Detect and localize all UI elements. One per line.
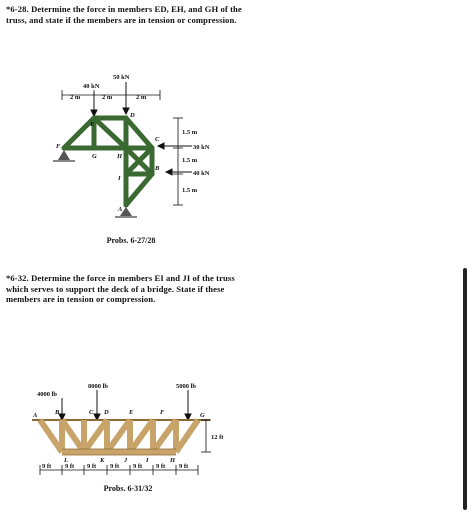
node-H: H	[170, 457, 176, 464]
figure-1-caption: Probs. 6-27/28	[106, 236, 156, 245]
dim-9ft-6: 9 ft	[156, 463, 166, 470]
dim-9ft-1: 9 ft	[42, 463, 52, 470]
node-G: G	[92, 153, 97, 160]
dim-9ft-7: 9 ft	[179, 463, 189, 470]
dim-9ft-2: 9 ft	[65, 463, 75, 470]
node-K: K	[100, 457, 105, 464]
node-L: L	[64, 457, 68, 464]
load-5000lb-label: 5000 lb	[176, 383, 197, 390]
node-C: C	[89, 409, 94, 416]
node-G: G	[200, 412, 205, 419]
node-I: I	[118, 175, 121, 182]
node-F: F	[56, 143, 61, 150]
node-D: D	[104, 409, 109, 416]
node-D: D	[130, 112, 135, 119]
load-40kn-right-label: 40 kN	[193, 170, 210, 177]
dim-1-5m-2: 1.5 m	[182, 157, 198, 164]
dim-9ft-labels	[42, 463, 189, 470]
load-8000lb-label: 8000 lb	[88, 383, 109, 390]
node-E: E	[129, 409, 134, 416]
node-J: J	[124, 457, 128, 464]
dim-2m-3: 2 m	[136, 94, 147, 101]
figure-2-caption: Probs. 6-31/32	[103, 484, 153, 493]
dim-1-5m-3: 1.5 m	[182, 187, 198, 194]
node-H: H	[117, 153, 123, 160]
dim-9ft-5: 9 ft	[133, 463, 143, 470]
load-40kn-top-label: 40 kN	[83, 83, 100, 90]
problem-text: Determine the force in members EI and JI of the truss which serves to support the deck of a bridge. State if these members are in tension or compression.	[6, 273, 235, 304]
dim-2m-2: 2 m	[102, 94, 113, 101]
dim-12ft-label: 12 ft	[211, 434, 224, 441]
load-50kn-label: 50 kN	[113, 74, 130, 81]
node-C: C	[155, 136, 160, 143]
dim-1-5m-1: 1.5 m	[182, 129, 198, 136]
dim-9ft-4: 9 ft	[110, 463, 120, 470]
node-B: B	[155, 165, 160, 172]
dim-9ft-3: 9 ft	[87, 463, 97, 470]
vertical-scrollbar[interactable]	[463, 268, 467, 510]
node-E: E	[90, 121, 95, 128]
node-I: I	[146, 457, 149, 464]
node-A: A	[118, 206, 123, 213]
node-F: F	[160, 409, 165, 416]
load-30kn-label: 30 kN	[193, 144, 210, 151]
dim-2m-1: 2 m	[70, 94, 81, 101]
node-A: A	[33, 412, 38, 419]
problem-number: *6-32.	[6, 273, 29, 283]
load-4000lb-label: 4000 lb	[37, 391, 58, 398]
problem-text: Determine the force in members ED, EH, and GH of the truss, and state if the members are in tension or compression.	[6, 4, 242, 25]
node-B: B	[55, 409, 60, 416]
problem-number: *6-28.	[6, 4, 29, 14]
